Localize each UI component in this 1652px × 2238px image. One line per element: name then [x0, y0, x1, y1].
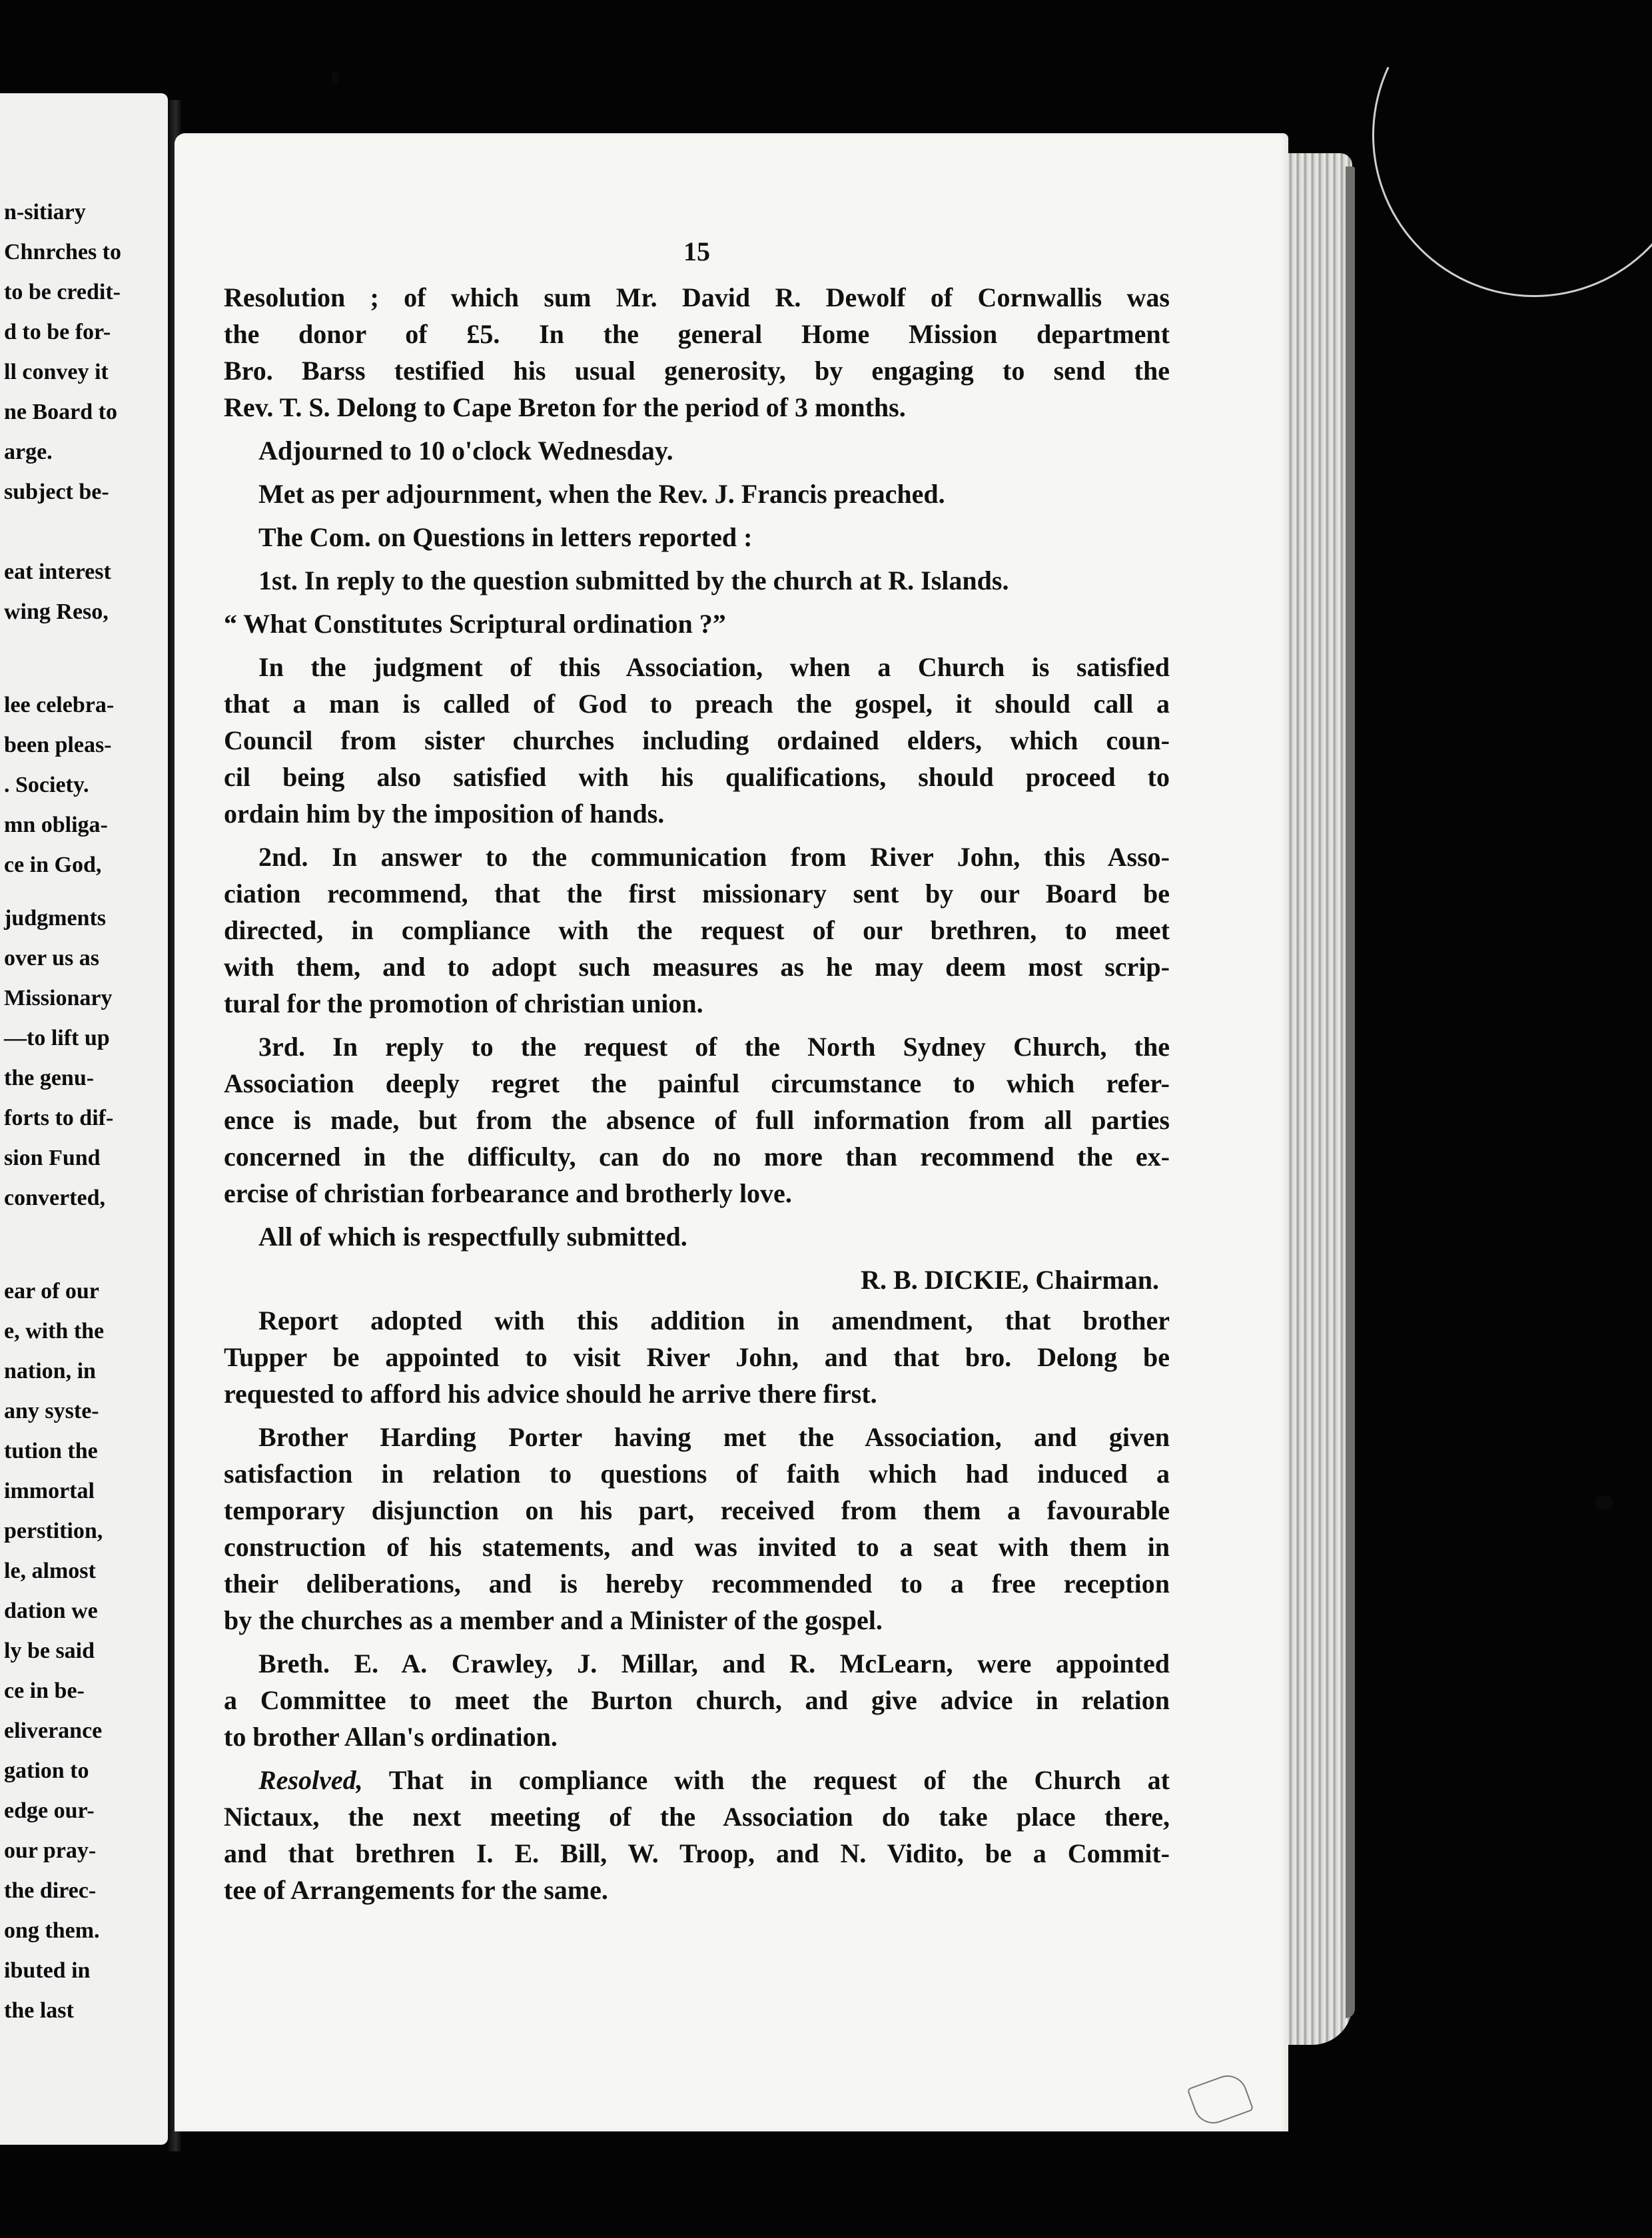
left-page-line: —to lift up: [4, 1026, 110, 1050]
text-line: [224, 1762, 1170, 1798]
left-page-line: gation to: [4, 1758, 89, 1783]
left-page-line: been pleas-: [4, 733, 112, 757]
left-page-line: the last: [4, 1998, 74, 2023]
left-page-line: . Society.: [4, 773, 89, 797]
text-line: tural for the promotion of christian union.: [224, 988, 703, 1018]
text-line: cil being also satisfied with his qualifications, should proceed to: [224, 762, 1170, 792]
paragraph-river-john: [224, 839, 1170, 1022]
left-page-line: perstition,: [4, 1519, 103, 1543]
left-page-line: wing Reso,: [4, 599, 109, 624]
text-line: tee of Arrangements for the same.: [224, 1875, 608, 1905]
text-line: their deliberations, and is hereby recommended to a free reception: [224, 1569, 1170, 1599]
text-line: Bro. Barss testified his usual generosity, by engaging to send the: [224, 356, 1170, 386]
text-line: ordain him by the imposition of hands.: [224, 799, 665, 829]
left-page-line: over us as: [4, 946, 99, 970]
paragraph-harding-porter: [224, 1419, 1170, 1639]
text-line: Report adopted with this addition in amendment, that brother: [258, 1306, 1170, 1335]
left-page-line: n-sitiary: [4, 200, 86, 224]
left-page-line: subject be-: [4, 480, 109, 504]
text-line: by the churches as a member and a Minister of the gospel.: [224, 1605, 883, 1635]
left-page-line: ear of our: [4, 1279, 99, 1304]
text-line: 3rd. In reply to the request of the North Sydney Church, the: [258, 1032, 1170, 1062]
paragraph-first-question: 1st. In reply to the question submitted by the church at R. Islands.: [258, 565, 1009, 595]
left-page-line: Chnrches to: [4, 240, 121, 264]
text-line: In the judgment of this Association, when a Church is satisfied: [258, 652, 1170, 682]
left-page-line: d to be for-: [4, 320, 111, 344]
text-line: that a man is called of God to preach the gospel, it should call a: [224, 689, 1170, 719]
left-page-line: Missionary: [4, 986, 113, 1010]
paragraph-report-adopted: [224, 1302, 1170, 1412]
paragraph-adjourned: Adjourned to 10 o'clock Wednesday.: [258, 436, 673, 466]
left-page-line: e, with the: [4, 1319, 105, 1343]
text-line: Tupper be appointed to visit River John, and that bro. Delong be: [224, 1342, 1170, 1372]
text-line: Association deeply regret the painful circumstance to which refer-: [224, 1068, 1170, 1098]
left-page-line: converted,: [4, 1186, 106, 1210]
left-page-line: to be credit-: [4, 280, 121, 304]
paragraph-committee-report: The Com. on Questions in letters reported :: [258, 522, 753, 552]
dust-speck: [1595, 1495, 1613, 1510]
text-line: satisfaction in relation to questions of faith which had induced a: [224, 1459, 1170, 1489]
left-page-line: the genu-: [4, 1066, 95, 1090]
page-text: [224, 233, 1170, 1915]
left-page-fragment: [0, 93, 168, 2145]
paragraph-met-adjournment: Met as per adjournment, when the Rev. J. Francis preached.: [258, 479, 945, 509]
page-edges-shadow: [1346, 167, 1355, 2018]
left-page-line: eat interest: [4, 560, 111, 584]
signature-chairman: R. B. DICKIE, Chairman.: [861, 1265, 1159, 1295]
text-line: with them, and to adopt such measures as he may deem most scrip-: [224, 952, 1170, 982]
left-page-line: mn obliga-: [4, 813, 108, 837]
resolved-text: That in compliance with the request of the Church at: [362, 1765, 1170, 1795]
left-page-line: lee celebra-: [4, 693, 115, 717]
text-line: concerned in the difficulty, can do no more than recommend the ex-: [224, 1142, 1170, 1172]
text-line: Rev. T. S. Delong to Cape Breton for the period of 3 months.: [224, 392, 906, 422]
paragraph-north-sydney: [224, 1028, 1170, 1212]
left-page-line: ly be said: [4, 1639, 95, 1663]
text-line: and that brethren I. E. Bill, W. Troop, and N. Vidito, be a Commit-: [224, 1838, 1170, 1868]
left-page-line: immortal: [4, 1479, 95, 1503]
left-page-line: ibuted in: [4, 1958, 91, 1983]
left-page-line: forts to dif-: [4, 1106, 114, 1130]
left-page-line: eliverance: [4, 1718, 103, 1743]
text-line: ciation recommend, that the first missionary sent by our Board be: [224, 879, 1170, 909]
left-page-line: dation we: [4, 1599, 98, 1623]
paragraph-respectfully-submitted: All of which is respectfully submitted.: [258, 1222, 687, 1252]
text-line: Nictaux, the next meeting of the Association do take place there,: [224, 1802, 1170, 1832]
text-line: temporary disjunction on his part, received from them a favourable: [224, 1495, 1170, 1525]
film-scratch-arc: [1327, 0, 1652, 342]
text-line: ercise of christian forbearance and brotherly love.: [224, 1178, 792, 1208]
text-line: Council from sister churches including ordained elders, which coun-: [224, 725, 1170, 755]
text-line: to brother Allan's ordination.: [224, 1722, 558, 1752]
text-line: a Committee to meet the Burton church, and give advice in relation: [224, 1685, 1170, 1715]
page-edges: [1286, 153, 1352, 2045]
dust-speck: [332, 72, 338, 84]
left-page-line: ne Board to: [4, 400, 117, 424]
left-page-line: le, almost: [4, 1559, 96, 1583]
paragraph-burton-committee: [224, 1645, 1170, 1755]
text-line: requested to afford his advice should he arrive there first.: [224, 1379, 877, 1409]
text-line: directed, in compliance with the request of our brethren, to meet: [224, 915, 1170, 945]
paragraph-ordination-answer: [224, 649, 1170, 832]
paragraph-dewolf-donation: [224, 279, 1170, 426]
page-number: 15: [683, 236, 710, 266]
text-line: ence is made, but from the absence of full information from all parties: [224, 1105, 1170, 1135]
left-page-line: ll convey it: [4, 360, 109, 384]
text-line: Resolution ; of which sum Mr. David R. Dewolf of Cornwallis was: [224, 282, 1170, 312]
left-page-line: any syste-: [4, 1399, 99, 1423]
text-line: 2nd. In answer to the communication from River John, this Asso-: [258, 842, 1170, 872]
left-page-line: ong them.: [4, 1918, 100, 1943]
paragraph-ordination-question: “ What Constitutes Scriptural ordination ?”: [224, 609, 726, 639]
left-page-line: ce in be-: [4, 1678, 85, 1703]
left-page-line: the direc-: [4, 1878, 97, 1903]
left-page-line: sion Fund: [4, 1146, 101, 1170]
left-page-line: our pray-: [4, 1838, 97, 1863]
text-line: Brother Harding Porter having met the Association, and given: [258, 1422, 1170, 1452]
left-page-line: edge our-: [4, 1798, 95, 1823]
left-page-line: tution the: [4, 1439, 98, 1463]
left-page-line: nation, in: [4, 1359, 96, 1383]
resolved-lead: Resolved,: [258, 1765, 363, 1795]
left-page-line: judgments: [4, 906, 107, 931]
text-line: the donor of £5. In the general Home Mission department: [224, 319, 1170, 349]
left-page-line: arge.: [4, 440, 53, 464]
text-line: Breth. E. A. Crawley, J. Millar, and R. McLearn, were appointed: [258, 1649, 1170, 1678]
left-page-line: ce in God,: [4, 853, 102, 877]
text-line: construction of his statements, and was invited to a seat with them in: [224, 1532, 1170, 1562]
paragraph-next-meeting: [224, 1762, 1170, 1908]
